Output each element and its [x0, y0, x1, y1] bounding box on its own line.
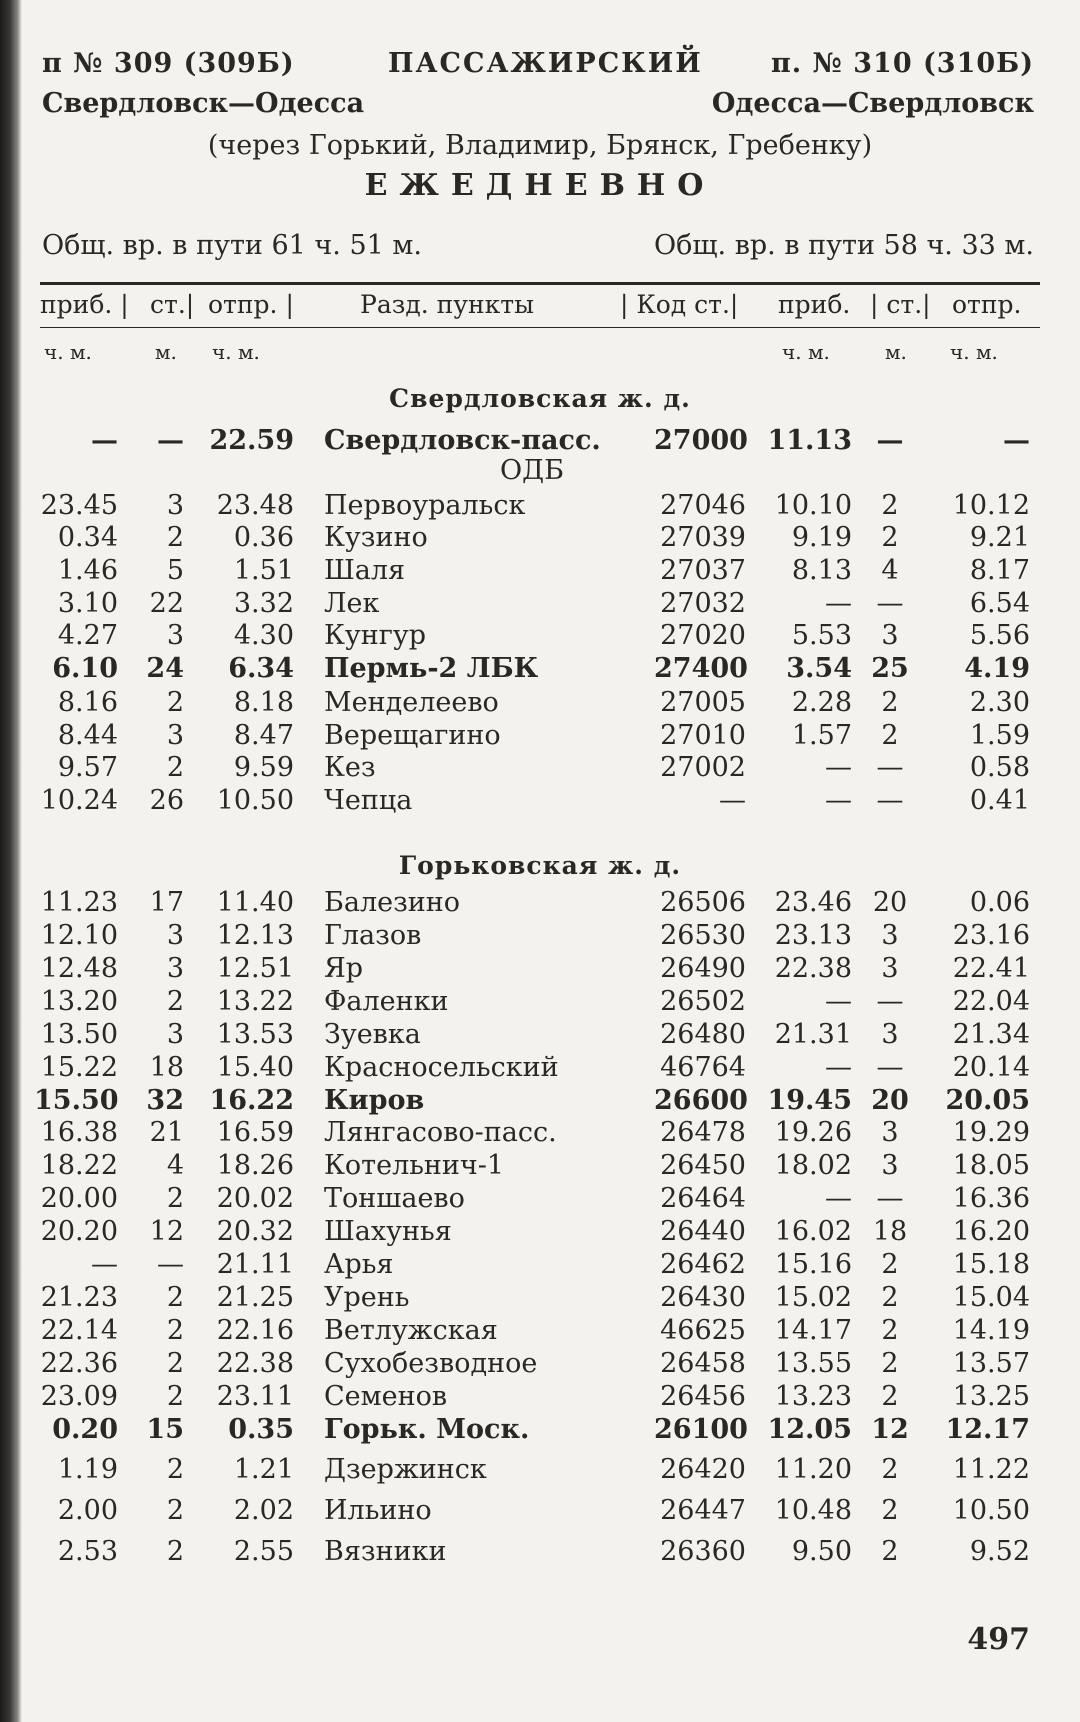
arrival-time: 1.19 — [57, 1454, 118, 1485]
station-name: Семенов — [324, 1381, 448, 1412]
return-departure-time: 13.25 — [952, 1381, 1030, 1412]
return-arrival-time: 13.55 — [774, 1348, 852, 1379]
return-stop-minutes: 2 — [881, 522, 899, 553]
return-departure-time: 12.17 — [945, 1414, 1030, 1445]
station-code: 26420 — [660, 1454, 746, 1485]
departure-time: 16.22 — [209, 1085, 294, 1116]
col-stop2-header: | ст.| — [870, 290, 931, 319]
col-departure-header: отпр. | — [208, 290, 294, 319]
station-code: 27032 — [660, 588, 746, 619]
return-departure-time: 10.50 — [952, 1495, 1030, 1526]
return-arrival-time: 15.02 — [774, 1282, 852, 1313]
departure-time: 12.13 — [216, 920, 294, 951]
station-code: 26478 — [660, 1117, 746, 1148]
station-name: Фаленки — [324, 986, 449, 1017]
station-code: 27010 — [660, 720, 746, 751]
return-departure-time: 20.14 — [952, 1052, 1030, 1083]
station-code: 27002 — [660, 752, 746, 783]
stop-minutes: — — [157, 1249, 184, 1280]
station-name: Урень — [324, 1282, 410, 1313]
route-via: (через Горький, Владимир, Брянск, Гребенку) — [207, 130, 873, 161]
col-arrival2-header: приб. — [778, 290, 851, 319]
return-departure-time: 0.06 — [969, 887, 1030, 918]
arrival-time: 4.27 — [57, 620, 118, 651]
return-stop-minutes: 20 — [872, 887, 908, 918]
departure-time: 10.50 — [216, 785, 294, 816]
departure-time: 1.21 — [233, 1454, 294, 1485]
station-code: 26506 — [660, 887, 746, 918]
return-arrival-time: 18.02 — [774, 1150, 852, 1181]
station-name: Киров — [324, 1085, 425, 1116]
return-departure-time: 13.57 — [952, 1348, 1030, 1379]
return-departure-time: 9.21 — [969, 522, 1030, 553]
schedule-daily: ЕЖЕДНЕВНО — [364, 168, 716, 203]
arrival-time: 15.50 — [34, 1085, 119, 1116]
return-stop-minutes: 3 — [881, 620, 899, 651]
table-top-rule — [40, 282, 1040, 285]
arrival-time: 9.57 — [57, 752, 118, 783]
departure-time: 8.18 — [233, 687, 294, 718]
col-stop-header: ст.| — [150, 290, 195, 319]
total-time-left: Общ. вр. в пути 61 ч. 51 м. — [42, 230, 422, 261]
station-code: 26464 — [660, 1183, 746, 1214]
station-code: 26490 — [660, 953, 746, 984]
station-name: Кунгур — [324, 620, 427, 651]
arrival-time: 0.20 — [52, 1414, 118, 1445]
return-arrival-time: 19.45 — [767, 1085, 852, 1116]
departure-time: 0.36 — [233, 522, 294, 553]
col-code-header: | Код ст.| — [620, 290, 739, 319]
stop-minutes: 2 — [166, 1315, 184, 1346]
return-arrival-time: — — [825, 1052, 852, 1083]
return-departure-time: 15.18 — [952, 1249, 1030, 1280]
unit-arrival2: ч. м. — [782, 340, 830, 364]
return-departure-time: 22.41 — [952, 953, 1030, 984]
stop-minutes: 2 — [166, 1348, 184, 1379]
station-code: — — [719, 785, 746, 816]
station-code: 26450 — [660, 1150, 746, 1181]
route-left: Свердловск—Одесса — [42, 88, 365, 119]
departure-time: 18.26 — [216, 1150, 294, 1181]
return-departure-time: 2.30 — [969, 687, 1030, 718]
arrival-time: 12.10 — [40, 920, 118, 951]
route-right: Одесса—Свердловск — [711, 88, 1034, 119]
arrival-time: 8.16 — [57, 687, 118, 718]
arrival-time: 12.48 — [40, 953, 118, 984]
arrival-time: 3.10 — [57, 588, 118, 619]
return-departure-time: 5.56 — [969, 620, 1030, 651]
return-stop-minutes: — — [876, 785, 904, 816]
return-departure-time: 18.05 — [952, 1150, 1030, 1181]
return-arrival-time: 5.53 — [791, 620, 852, 651]
departure-time: 8.47 — [233, 720, 294, 751]
return-arrival-time: — — [825, 588, 852, 619]
departure-time: 1.51 — [233, 555, 294, 586]
return-stop-minutes: 2 — [881, 1495, 899, 1526]
return-arrival-time: 13.23 — [774, 1381, 852, 1412]
return-stop-minutes: 2 — [881, 1454, 899, 1485]
arrival-time: 20.00 — [40, 1183, 118, 1214]
arrival-time: 23.09 — [40, 1381, 118, 1412]
station-name: Кузино — [324, 522, 428, 553]
section-sverdlovsk-railway: Свердловская ж. д. — [389, 384, 691, 413]
return-arrival-time: 11.13 — [767, 425, 852, 456]
return-stop-minutes: — — [876, 986, 904, 1017]
return-stop-minutes: 2 — [881, 490, 899, 521]
arrival-time: 0.34 — [57, 522, 118, 553]
return-departure-time: — — [1003, 425, 1030, 456]
stop-minutes: 2 — [166, 752, 184, 783]
departure-time: 6.34 — [228, 653, 294, 684]
departure-time: 13.53 — [216, 1019, 294, 1050]
return-arrival-time: — — [825, 1183, 852, 1214]
col-station-header: Разд. пункты — [360, 290, 535, 319]
stop-minutes: 2 — [166, 1381, 184, 1412]
return-arrival-time: 9.19 — [791, 522, 852, 553]
departure-time: 22.38 — [216, 1348, 294, 1379]
return-stop-minutes: — — [876, 1183, 904, 1214]
unit-arrival: ч. м. — [44, 340, 92, 364]
stop-minutes: 2 — [166, 1282, 184, 1313]
header-bottom-rule — [40, 327, 1040, 328]
return-stop-minutes: 25 — [871, 653, 909, 684]
return-departure-time: 6.54 — [969, 588, 1030, 619]
return-stop-minutes: — — [876, 588, 904, 619]
stop-minutes: 2 — [166, 687, 184, 718]
return-arrival-time: 3.54 — [786, 653, 852, 684]
station-name: Менделеево — [324, 687, 499, 718]
station-code: 27005 — [660, 687, 746, 718]
stop-minutes: 2 — [166, 986, 184, 1017]
return-arrival-time: — — [825, 785, 852, 816]
station-code: 26462 — [660, 1249, 746, 1280]
station-code: 27037 — [660, 555, 746, 586]
station-code: 26100 — [654, 1414, 748, 1445]
arrival-time: 11.23 — [40, 887, 118, 918]
station-code: 26600 — [654, 1085, 748, 1116]
departure-time: 21.25 — [216, 1282, 294, 1313]
return-arrival-time: — — [825, 752, 852, 783]
station-code: 27046 — [660, 490, 746, 521]
return-arrival-time: 23.46 — [774, 887, 852, 918]
arrival-time: 2.53 — [57, 1536, 118, 1567]
departure-time: 20.32 — [216, 1216, 294, 1247]
return-arrival-time: 22.38 — [774, 953, 852, 984]
stop-minutes: 3 — [166, 1019, 184, 1050]
train-type-title: ПАССАЖИРСКИЙ — [388, 48, 703, 79]
station-name: ОДБ — [500, 455, 564, 486]
departure-time: 2.02 — [233, 1495, 294, 1526]
stop-minutes: 2 — [166, 522, 184, 553]
return-stop-minutes: 3 — [881, 953, 899, 984]
departure-time: 0.35 — [228, 1414, 294, 1445]
arrival-time: 8.44 — [57, 720, 118, 751]
return-stop-minutes: 4 — [881, 555, 899, 586]
return-departure-time: 22.04 — [952, 986, 1030, 1017]
return-departure-time: 1.59 — [969, 720, 1030, 751]
stop-minutes: 4 — [166, 1150, 184, 1181]
arrival-time: 6.10 — [52, 653, 118, 684]
return-stop-minutes: 3 — [881, 920, 899, 951]
departure-time: 12.51 — [216, 953, 294, 984]
return-arrival-time: 2.28 — [791, 687, 852, 718]
stop-minutes: 2 — [166, 1183, 184, 1214]
return-departure-time: 11.22 — [952, 1454, 1030, 1485]
return-departure-time: 14.19 — [952, 1315, 1030, 1346]
return-stop-minutes: 2 — [881, 1536, 899, 1567]
return-stop-minutes: 3 — [881, 1019, 899, 1050]
col-departure2-header: отпр. — [952, 290, 1022, 319]
station-name: Верещагино — [324, 720, 501, 751]
return-stop-minutes: 3 — [881, 1150, 899, 1181]
arrival-time: 22.14 — [40, 1315, 118, 1346]
station-code: 27020 — [660, 620, 746, 651]
arrival-time: 18.22 — [40, 1150, 118, 1181]
station-name: Горьк. Моск. — [324, 1414, 530, 1445]
return-departure-time: 0.58 — [969, 752, 1030, 783]
arrival-time: 1.46 — [57, 555, 118, 586]
stop-minutes: 2 — [166, 1495, 184, 1526]
return-stop-minutes: 18 — [872, 1216, 908, 1247]
station-name: Шаля — [324, 555, 406, 586]
stop-minutes: 2 — [166, 1454, 184, 1485]
return-arrival-time: 23.13 — [774, 920, 852, 951]
station-name: Красносельский — [324, 1052, 559, 1083]
station-code: 26456 — [660, 1381, 746, 1412]
return-arrival-time: 11.20 — [774, 1454, 852, 1485]
return-arrival-time: 10.10 — [774, 490, 852, 521]
station-name: Глазов — [324, 920, 422, 951]
stop-minutes: 3 — [166, 953, 184, 984]
departure-time: 20.02 — [216, 1183, 294, 1214]
station-name: Яр — [324, 953, 364, 984]
departure-time: 9.59 — [233, 752, 294, 783]
station-name: Вязники — [324, 1536, 447, 1567]
station-name: Балезино — [324, 887, 461, 918]
return-arrival-time: 12.05 — [767, 1414, 852, 1445]
station-name: Лянгасово-пасс. — [324, 1117, 557, 1148]
station-code: 27000 — [654, 425, 748, 456]
station-name: Ветлужская — [324, 1315, 498, 1346]
return-arrival-time: 16.02 — [774, 1216, 852, 1247]
station-code: 26480 — [660, 1019, 746, 1050]
departure-time: 23.48 — [216, 490, 294, 521]
station-code: 27400 — [654, 653, 748, 684]
return-departure-time: 4.19 — [964, 653, 1030, 684]
stop-minutes: 15 — [146, 1414, 184, 1445]
arrival-time: 13.50 — [40, 1019, 118, 1050]
arrival-time: 22.36 — [40, 1348, 118, 1379]
station-code: 26502 — [660, 986, 746, 1017]
arrival-time: 15.22 — [40, 1052, 118, 1083]
station-code: 27039 — [660, 522, 746, 553]
return-departure-time: 10.12 — [952, 490, 1030, 521]
arrival-time: 20.20 — [40, 1216, 118, 1247]
station-code: 26530 — [660, 920, 746, 951]
stop-minutes: 3 — [166, 920, 184, 951]
station-name: Арья — [324, 1249, 394, 1280]
return-departure-time: 20.05 — [945, 1085, 1030, 1116]
return-arrival-time: 21.31 — [774, 1019, 852, 1050]
arrival-time: 10.24 — [40, 785, 118, 816]
station-code: 26458 — [660, 1348, 746, 1379]
station-code: 46625 — [660, 1315, 746, 1346]
arrival-time: 21.23 — [40, 1282, 118, 1313]
page-number: 497 — [967, 1622, 1030, 1657]
stop-minutes: 5 — [166, 555, 184, 586]
departure-time: 3.32 — [233, 588, 294, 619]
departure-time: 21.11 — [216, 1249, 294, 1280]
return-arrival-time: 10.48 — [774, 1495, 852, 1526]
return-arrival-time: 15.16 — [774, 1249, 852, 1280]
return-stop-minutes: 2 — [881, 687, 899, 718]
return-arrival-time: 19.26 — [774, 1117, 852, 1148]
station-name: Сухобезводное — [324, 1348, 538, 1379]
departure-time: 22.59 — [209, 425, 294, 456]
station-name: Дзержинск — [324, 1454, 487, 1485]
return-departure-time: 0.41 — [969, 785, 1030, 816]
return-departure-time: 8.17 — [969, 555, 1030, 586]
station-name: Шахунья — [324, 1216, 452, 1247]
stop-minutes: 22 — [149, 588, 184, 619]
section-gorky-railway: Горьковская ж. д. — [398, 851, 682, 880]
station-name: Пермь-2 ЛБК — [324, 653, 539, 684]
return-departure-time: 19.29 — [952, 1117, 1030, 1148]
stop-minutes: 3 — [166, 620, 184, 651]
unit-departure: ч. м. — [212, 340, 260, 364]
train-number-left: п № 309 (309Б) — [42, 48, 295, 79]
stop-minutes: 12 — [149, 1216, 184, 1247]
departure-time: 22.16 — [216, 1315, 294, 1346]
col-arrival-header: приб. | — [40, 290, 129, 319]
return-stop-minutes: 3 — [881, 1117, 899, 1148]
station-name: Ильино — [324, 1495, 432, 1526]
arrival-time: 13.20 — [40, 986, 118, 1017]
return-departure-time: 9.52 — [969, 1536, 1030, 1567]
arrival-time: 16.38 — [40, 1117, 118, 1148]
return-stop-minutes: 2 — [881, 1381, 899, 1412]
arrival-time: — — [91, 425, 118, 456]
unit-stop2: м. — [885, 340, 907, 364]
return-stop-minutes: 12 — [871, 1414, 909, 1445]
arrival-time: — — [91, 1249, 118, 1280]
return-departure-time: 16.36 — [952, 1183, 1030, 1214]
return-stop-minutes: 2 — [881, 1282, 899, 1313]
stop-minutes: 21 — [149, 1117, 184, 1148]
return-departure-time: 15.04 — [952, 1282, 1030, 1313]
station-code: 26430 — [660, 1282, 746, 1313]
station-name: Чепца — [324, 785, 413, 816]
station-name: Котельнич-1 — [324, 1150, 505, 1181]
station-code: 26440 — [660, 1216, 746, 1247]
stop-minutes: 24 — [146, 653, 184, 684]
departure-time: 13.22 — [216, 986, 294, 1017]
departure-time: 4.30 — [233, 620, 294, 651]
return-arrival-time: 1.57 — [791, 720, 852, 751]
return-stop-minutes: — — [876, 425, 904, 456]
return-stop-minutes: 2 — [881, 720, 899, 751]
station-code: 26447 — [660, 1495, 746, 1526]
train-number-right: п. № 310 (310Б) — [770, 48, 1034, 79]
return-stop-minutes: 2 — [881, 1348, 899, 1379]
stop-minutes: 32 — [146, 1085, 184, 1116]
stop-minutes: 2 — [166, 1536, 184, 1567]
stop-minutes: 18 — [149, 1052, 184, 1083]
total-time-right: Общ. вр. в пути 58 ч. 33 м. — [654, 230, 1034, 261]
unit-departure2: ч. м. — [950, 340, 998, 364]
return-stop-minutes: — — [876, 752, 904, 783]
departure-time: 16.59 — [216, 1117, 294, 1148]
return-stop-minutes: 2 — [881, 1315, 899, 1346]
station-name: Тоншаево — [324, 1183, 465, 1214]
station-name: Первоуральск — [324, 490, 526, 521]
station-name: Зуевка — [324, 1019, 421, 1050]
arrival-time: 2.00 — [57, 1495, 118, 1526]
departure-time: 15.40 — [216, 1052, 294, 1083]
stop-minutes: 3 — [166, 490, 184, 521]
stop-minutes: 17 — [149, 887, 184, 918]
station-code: 46764 — [660, 1052, 746, 1083]
departure-time: 11.40 — [216, 887, 294, 918]
return-departure-time: 16.20 — [952, 1216, 1030, 1247]
station-name: Лек — [324, 588, 380, 619]
departure-time: 2.55 — [233, 1536, 294, 1567]
stop-minutes: — — [157, 425, 184, 456]
return-arrival-time: — — [825, 986, 852, 1017]
return-departure-time: 23.16 — [952, 920, 1030, 951]
return-stop-minutes: 20 — [871, 1085, 909, 1116]
return-arrival-time: 8.13 — [791, 555, 852, 586]
station-name: Свердловск-пасс. — [324, 425, 601, 456]
departure-time: 23.11 — [216, 1381, 294, 1412]
return-stop-minutes: — — [876, 1052, 904, 1083]
station-code: 26360 — [660, 1536, 746, 1567]
unit-stop: м. — [155, 340, 177, 364]
stop-minutes: 26 — [149, 785, 184, 816]
return-departure-time: 21.34 — [952, 1019, 1030, 1050]
return-arrival-time: 14.17 — [774, 1315, 852, 1346]
arrival-time: 23.45 — [40, 490, 118, 521]
stop-minutes: 3 — [166, 720, 184, 751]
station-name: Кез — [324, 752, 376, 783]
return-arrival-time: 9.50 — [791, 1536, 852, 1567]
return-stop-minutes: 2 — [881, 1249, 899, 1280]
